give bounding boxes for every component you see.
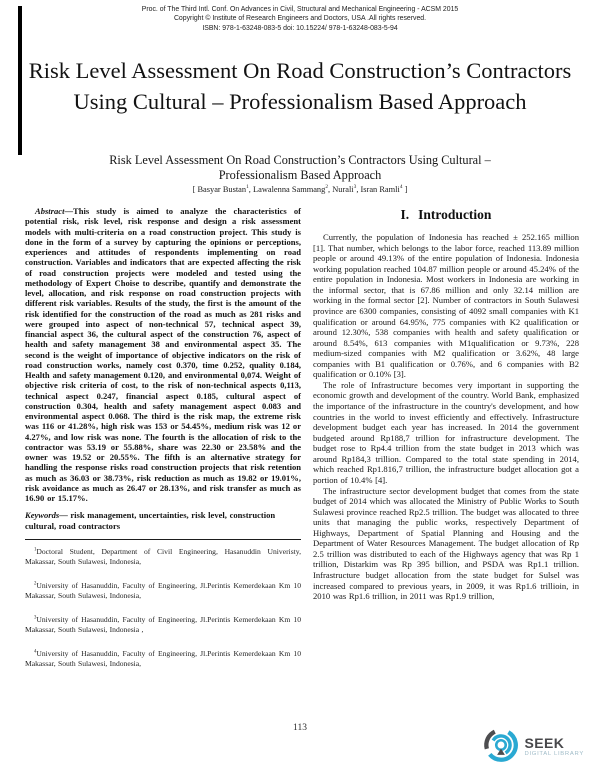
affiliation-footnote-2 — [25, 581, 301, 601]
authors-open-bracket: [ — [192, 185, 198, 194]
author-separator: , — [248, 185, 253, 194]
section-number: I. — [400, 207, 410, 222]
conference-header — [40, 5, 560, 33]
author-3: Nurali — [332, 185, 354, 194]
author-separator: , — [328, 185, 333, 194]
abstract-label: Abstract — [35, 206, 65, 216]
seek-logo-tagline: DIGITAL LIBRARY — [524, 751, 584, 758]
introduction-paragraph-3: The infrastructure sector development budget that comes from the state budget of 2014 which was allocated the Ministry of Public Works to South Sulawesi province reached Rp2.5 trillion. The budget was allocated to three units that managing the public works, respectively Department of Highways, Department of Spatial Planning and Housing and the Department of Water Resources Management. The budget allocation of Rp 2.5 trillion was distributed to each of the Highways agency that was Rp 1 trillion, Distarkim was Rp 395 billion, and PSDA was Rp1.1 trillion. Infrastructure budget allocation from the state budget for Sulsel was increased compared to previous years, in 2009, it was Rp1.6 trillioin, in 2010 was Rp1.6 trillion, in 2011 was Rp1.9 trillion, — [313, 485, 579, 602]
keywords-paragraph — [25, 510, 301, 531]
introduction-paragraph-2: The role of Infrastructure becomes very important in supporting the economic growth and development of the country. World Bank, emphasized the importance of the infrastructure in the country's development, and how countries in the world to invest efficiently and effectively. Infrastructure development budget each year has increased. In 2014 the government budgeted around Rp188,7 trillion for infrastructure development. The budget rose to Rp4.4 trillion from the state budget in 2013 which was around Rp184,3 trillion. Compared to the total state spending in 2014, which reached Rp1.816,7 trillion, the infrastructure budget allocation got a portion of 10.4% [4]. — [313, 379, 579, 485]
affiliation-footnote-1 — [25, 547, 301, 567]
footnote-2-mark: 2 — [34, 581, 37, 587]
two-column-body — [25, 206, 579, 683]
author-separator: , — [356, 185, 361, 194]
footnote-4-mark: 4 — [34, 649, 37, 655]
affiliation-footnote-3 — [25, 615, 301, 635]
seek-logo-text — [525, 736, 585, 759]
keywords-text: risk management, uncertainties, risk level, construction cultural, road contractors — [25, 510, 276, 531]
footnote-2-text: University of Hasanuddin, Faculty of Engineering, Jl.Perintis Kemerdekaan Km 10 Makassar, South Sulawesi, Indonesia, — [25, 580, 301, 600]
footnote-1-mark: 1 — [34, 547, 37, 553]
introduction-paragraph-1: Currently, the population of Indonesia has reached ± 252.165 million [1]. That number, which belongs to the labor force, reached 113.89 million people or around 49.13% of the entire population of Indonesia. Indonesia working population reached 104.87 million people or around 45.24% of the entire population in Indonesia. Most workers in Indonesia are working in the informal sector, that is 67.86 million and only 32.14 million are working in the formal sector [2]. Number of contractors in South Sulawesi province are 6300 companies, consisting of 4092 small companies with K1 qualification or around 64.95%, 775 companies with K2 qualification or around 12.30%, 538 companies with health and safety qualification or around 8.54%, 613 companies with M1qualification or 9.73%, 228 medium-sized companies with M2 qualification or 3.62%, 48 large companies with B1 qualification or 0.76%, and 6 companies with B2 qualification or 0.10% [3]. — [313, 232, 579, 380]
paper-subtitle: Risk Level Assessment On Road Construction’s Contractors Using Cultural – Professionalism Based Approach — [109, 153, 491, 183]
author-4-affiliation-mark: 4 — [399, 184, 403, 191]
authors-close-bracket: ] — [402, 185, 408, 194]
footnote-1-text: Doctoral Student, Department of Civil Engineering, Hasanuddin Univeristy, Makassar, South Sulawesi, Indonesia, — [25, 546, 301, 566]
abstract-text: This study is aimed to analyze the characteristics of potential risk, risk level, risk response and design a risk assessment models with multi-criteria on a road construction project. This study is done in the form of a survey by capturing the opinions or perceptions, experiences and attitudes of respondents implementing on road construction. Variables and indicators that are expected affecting the risk of road construction projects were modeled and tested using the methodology of Expert Choise to describe, quantify and demonstrate the level, allocation, and risk response on road construction projects with different risk variables. Results of the study, the first is the amount of the risk identified for the construction of the road as much as 281 risks and were grouped into aspect of non-technical 57, technical aspect 39, financial aspect 36, the cultural aspect of the construction 76, aspect of health and safety management 38 and environmental aspect 35. The second is the weight of importance of objective indicators on the risk of road construction works, namely cost 0.370, time 0.252, quality 0.184, Health and safety management 0.120, and environmental 0,074. Weight of objective risk criteria of cost, to the risk of non-technical aspects 0,113, technical aspect 0.247, financial aspect 0.185, cultural aspect of construction 0.304, health and safety management aspect 0.083 and environmental aspect 0.068. The third is the risk map, the extreme risk was 116 or 41.28%, high risk was 153 or 54.45%, medium risk was 12 or 4.27%, and low risk was none. The fourth is the allocation of risk to the contractor was 53.19 or 55.88%, share was 22.30 or 23.58% and the owner was 19.52 or 20.55%. The fifth is an alternative strategy for handling the response risks road construction projects that risk retention as much as 36.03 or 38.73%, risk reduction as much as 19.82 or 19.01%, risk avoidance as much as 26.47 or 28.13%, and risk transfer as much as 16.90 or 15.17%. — [25, 206, 301, 503]
page-number: 113 — [293, 723, 307, 733]
footnote-4-text: University of Hasanuddin, Faculty of Engineering, Jl.Perintis Kemerdekaan Km 10 Makassar, South Sulawesi, Indonesia, — [25, 648, 301, 668]
section-heading-introduction — [313, 207, 579, 223]
paper-title: Risk Level Assessment On Road Construction’s Contractors Using Cultural – Professionalism Based Approach — [28, 58, 572, 114]
conference-name: Proc. of The Third Intl. Conf. On Advances in Civil, Structural and Mechanical Engineering - ACSM 2015 — [141, 6, 459, 13]
keywords-label: Keywords — [25, 510, 60, 521]
author-4: Isran Ramli — [360, 185, 400, 194]
scan-artifact-line — [18, 6, 22, 155]
author-3-affiliation-mark: 3 — [353, 184, 357, 191]
footnote-3-text: University of Hasanuddin, Faculty of Engineering, Jl.Perintis Kemerdekaan Km 10 Makassar, South Sulawesi, Indonesia , — [25, 614, 301, 634]
author-1-affiliation-mark: 1 — [246, 184, 249, 191]
isbn-doi-line: ISBN: 978-1-63248-083-5 doi: 10.15224/ 978-1-63248-083-5-94 — [202, 24, 398, 32]
affiliation-footnote-4 — [25, 649, 301, 669]
copyright-line: Copyright © Institute of Research Engineers and Doctors, USA .All rights reserved. — [173, 15, 427, 23]
seek-logo-icon — [482, 726, 520, 769]
authors-line — [0, 185, 600, 194]
seek-digital-library-logo — [482, 726, 585, 769]
left-column — [25, 206, 301, 683]
affiliation-separator-rule — [25, 539, 301, 540]
abstract-dash: — — [64, 206, 73, 216]
keywords-dash: — — [59, 510, 71, 521]
author-2-affiliation-mark: 2 — [325, 184, 329, 191]
seek-logo-name: SEEK — [524, 735, 565, 752]
author-2: Lawalenna Sammang — [252, 185, 326, 194]
section-title: Introduction — [418, 207, 492, 222]
author-1: Basyar Bustan — [197, 185, 247, 194]
right-column — [313, 206, 579, 683]
footnote-3-mark: 3 — [34, 615, 37, 621]
abstract-paragraph — [25, 206, 301, 503]
